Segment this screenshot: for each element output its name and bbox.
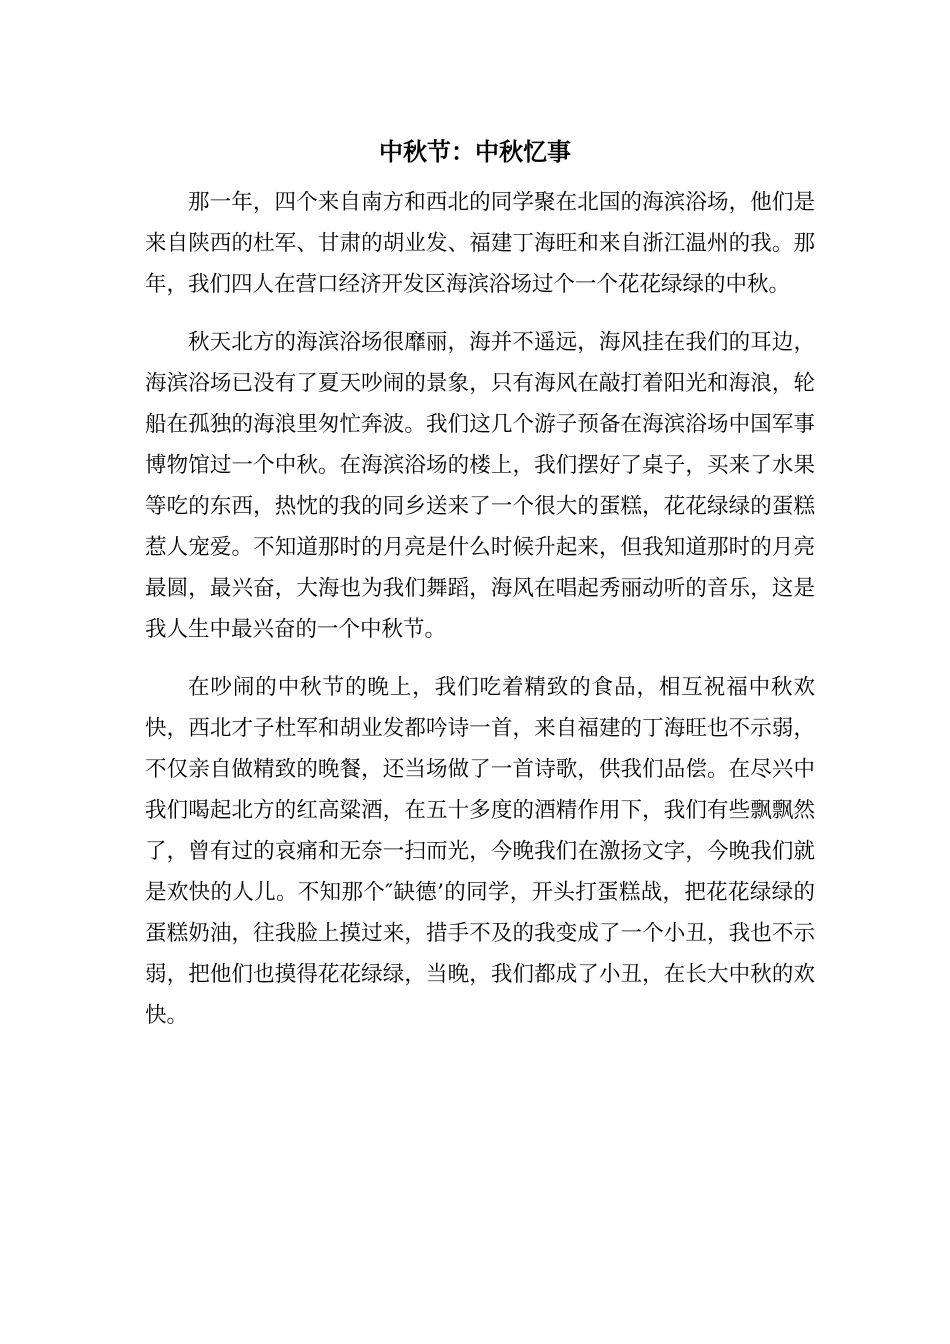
document-body	[145, 182, 815, 1053]
paragraph-3: 在吵闹的中秋节的晚上，我们吃着精致的食品，相互祝福中秋欢快，西北才子杜军和胡业发都吟诗一首，来自福建的丁海旺也不示弱，不仅亲自做精致的晚餐，还当场做了一首诗歌，供我们品偿。在尽兴中我们喝起北方的红高粱酒，在五十多度的酒精作用下，我们有些飘飘然了，曾有过的哀痛和无奈一扫而光，今晚我们在激扬文字，今晚我们就是欢快的人儿。不知那个″缺德’的同学，开头打蛋糕战，把花花绿绿的蛋糕奶油，往我脸上摸过来，措手不及的我变成了一个小丑，我也不示弱，把他们也摸得花花绿绿，当晚，我们都成了小丑，在长大中秋的欢快。	[145, 675, 815, 1028]
paragraph-1: 那一年，四个来自南方和西北的同学聚在北国的海滨浴场，他们是来自陕西的杜军、甘肃的胡业发、福建丁海旺和来自浙江温州的我。那年，我们四人在营口经济开发区海滨浴场过个一个花花绿绿的中秋。	[145, 190, 815, 297]
document-title: 中秋节：中秋忆事	[379, 137, 571, 166]
paragraph-2: 秋天北方的海滨浴场很靡丽，海并不遥远，海风挂在我们的耳边，海滨浴场已没有了夏天吵闹的景象，只有海风在敲打着阳光和海浪，轮船在孤独的海浪里匆忙奔波。我们这几个游子预备在海滨浴场中国军事博物馆过一个中秋。在海滨浴场的楼上，我们摆好了桌子，买来了水果等吃的东西，热忱的我的同乡送来了一个很大的蛋糕，花花绿绿的蛋糕惹人宠爱。不知道那时的月亮是什么时候升起来，但我知道那时的月亮最圆，最兴奋，大海也为我们舞蹈，海风在唱起秀丽动听的音乐，这是我人生中最兴奋的一个中秋节。	[145, 330, 815, 642]
